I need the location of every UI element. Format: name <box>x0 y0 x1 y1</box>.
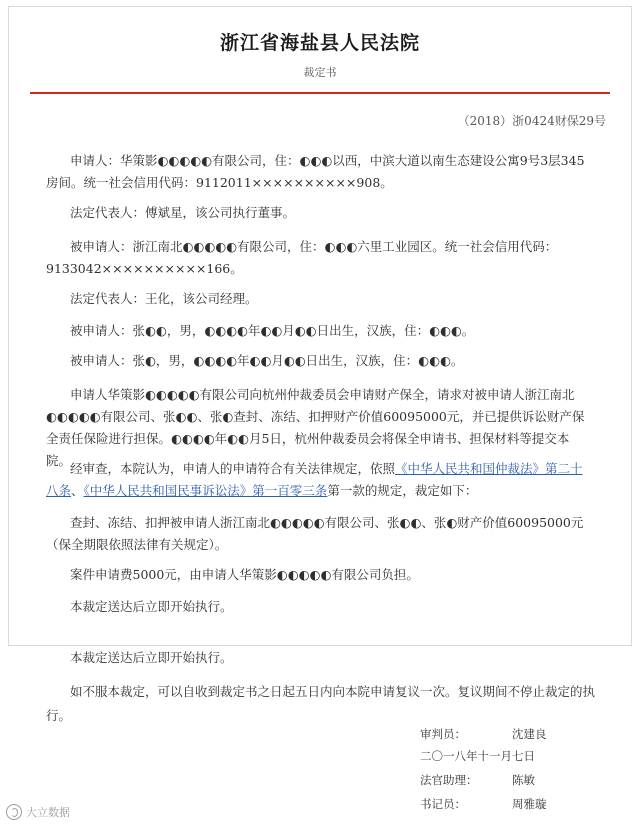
paragraph-application-facts: 申请人华策影◐◐◐◐◐有限公司向杭州仲裁委员会申请财产保全，请求对被申请人浙江南北◐◐◐◐◐有限公司、张◐◐、张◐查封、冻结、扣押财产价值60095000元，并已提供诉讼财产保全责任保险进行担保。◐◐◐◐年◐◐月5日，杭州仲裁委员会将保全申请书、担保材料等提交本院。 <box>46 387 585 468</box>
article-103-link[interactable]: 第一百零三条 <box>252 483 328 498</box>
judge-label: 审判员： <box>420 727 466 741</box>
red-divider <box>30 92 610 94</box>
paragraph-respondent-company: 被申请人：浙江南北◐◐◐◐◐有限公司，住：◐◐◐六里工业园区。统一社会信用代码：9133042××××××××××166。 <box>46 239 558 276</box>
paragraph-respondent-representative: 法定代表人：王化，该公司经理。 <box>70 291 258 306</box>
paragraph-court-reasoning <box>46 458 594 502</box>
article-28-link[interactable]: 第二十八条 <box>46 461 583 498</box>
clerk-label: 书记员： <box>420 797 466 811</box>
ruling-date: 二〇一八年十一月七日 <box>420 749 535 763</box>
reasoning-text-a: 经审查，本院认为，申请人的申请符合有关法律规定，依照 <box>70 461 396 476</box>
paragraph-applicant-representative: 法定代表人：傅斌星，该公司执行董事。 <box>70 205 296 220</box>
paragraph-execution-inner: 本裁定送达后立即开始执行。 <box>70 599 233 614</box>
assistant-label: 法官助理： <box>420 773 478 787</box>
assistant-name: 陈敏 <box>512 773 535 787</box>
reasoning-separator: 、 <box>71 483 84 498</box>
paragraph-respondent-1: 被申请人：张◐◐，男，◐◐◐◐年◐◐月◐◐日出生，汉族，住：◐◐◐。 <box>70 323 475 338</box>
court-title: 浙江省海盐县人民法院 <box>219 32 420 54</box>
watermark-text: 大立数据 <box>26 806 70 819</box>
paragraph-respondent-2: 被申请人：张◐，男，◐◐◐◐年◐◐月◐◐日出生，汉族，住：◐◐◐。 <box>70 353 464 368</box>
watermark <box>6 804 70 820</box>
paragraph-applicant: 申请人：华策影◐◐◐◐◐有限公司，住：◐◐◐以西，中滨大道以南生态建设公寓9号3层345房间。统一社会信用代码：9112011××××××××××908。 <box>46 153 585 190</box>
judge-name: 沈建良 <box>512 727 547 741</box>
paragraph-fee: 案件申请费5000元，由申请人华策影◐◐◐◐◐有限公司负担。 <box>70 567 419 582</box>
arbitration-law-link[interactable]: 《中华人民共和国仲裁法》 <box>395 461 546 476</box>
civil-procedure-law-link[interactable]: 《中华人民共和国民事诉讼法》 <box>83 483 253 498</box>
reasoning-text-c: 第一款的规定，裁定如下： <box>327 483 478 498</box>
clerk-name: 周雅璇 <box>512 797 547 811</box>
case-number: （2018）浙0424财保29号 <box>457 114 606 128</box>
paragraph-ruling: 查封、冻结、扣押被申请人浙江南北◐◐◐◐◐有限公司、张◐◐、张◐财产价值60095000元（保全期限依照法律有关规定）。 <box>46 515 584 552</box>
document-type: 裁定书 <box>303 66 337 79</box>
paragraph-execution: 本裁定送达后立即开始执行。 <box>70 650 233 665</box>
paragraph-appeal-notice: 如不服本裁定，可以自收到裁定书之日起五日内向本院申请复议一次。复议期间不停止裁定的执行。 <box>46 684 596 723</box>
watermark-logo-icon <box>6 804 22 820</box>
